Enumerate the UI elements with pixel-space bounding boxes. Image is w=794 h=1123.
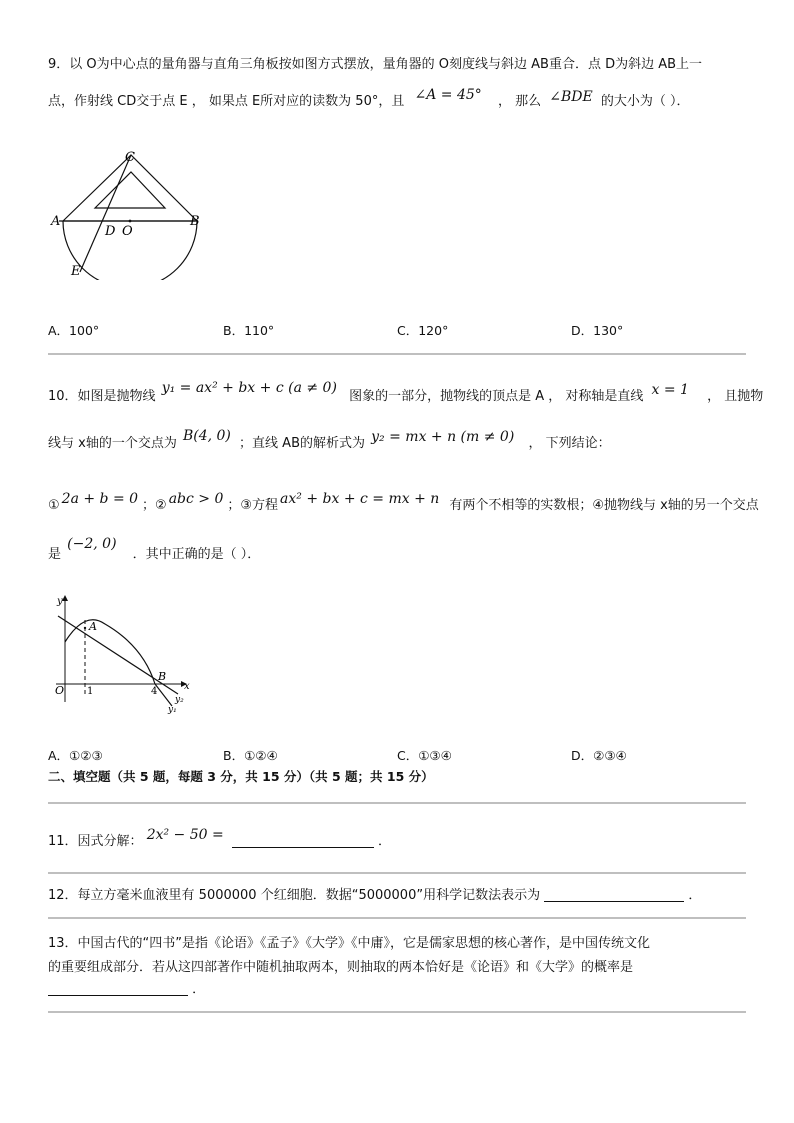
q10-axis-eq: x = 1 xyxy=(651,382,689,398)
q9-triangle-inner xyxy=(95,172,165,208)
q9-label-a: A xyxy=(51,214,61,229)
q10-line3 xyxy=(48,491,759,513)
q13-line3 xyxy=(48,978,205,997)
q9-center-dot xyxy=(129,220,132,223)
q10-formula-y2: y₂ = mx + n (m ≠ 0) xyxy=(371,429,515,445)
q10-option-b[interactable]: B．①②④ xyxy=(223,748,278,763)
q10-point-other: (−2, 0) xyxy=(67,536,117,552)
q13-line2: 的重要组成部分．若从这四部著作中随机抽取两本，则抽取的两本恰好是《论语》和《大学》的概率是 xyxy=(48,960,634,975)
divider-2 xyxy=(48,802,746,804)
q9-line2-text-b: ， 那么 xyxy=(497,94,542,109)
q10-line4-text-a: 是 xyxy=(48,547,62,562)
q10-label-y: y xyxy=(57,596,63,607)
divider-3 xyxy=(48,872,746,874)
q9-label-d: D xyxy=(105,224,116,239)
q12-text: 12．每立方毫米血液里有 5000000 个红细胞．数据“5000000”用科学记数法表示为 xyxy=(48,888,541,903)
q9-option-c[interactable]: C．120° xyxy=(397,323,449,338)
q11-expr: 2x² − 50 = xyxy=(146,827,224,843)
q12-line xyxy=(48,884,701,903)
q10-line3-text-c: ；③方程 xyxy=(227,498,279,513)
q10-label-y2: y₂ xyxy=(175,695,184,705)
q10-label-y1: y₁ xyxy=(168,705,177,715)
q10-label-four: 4 xyxy=(151,686,158,697)
q10-line3-text-d: 有两个不相等的实数根；④抛物线与 x轴的另一个交点 xyxy=(449,498,759,513)
q9-label-b: B xyxy=(190,214,200,229)
q10-line4-text-b: ．其中正确的是（ ）． xyxy=(132,547,261,562)
q10-vertex-dot xyxy=(84,627,86,629)
q10-line1-text-b: 图象的一部分，抛物线的顶点是 A ， 对称轴是直线 xyxy=(349,389,644,404)
q9-label-e: E xyxy=(71,264,81,279)
q10-graph xyxy=(48,590,198,715)
q10-option-a[interactable]: A．①②③ xyxy=(48,748,103,763)
q10-line3-text-b: ；② xyxy=(142,498,167,513)
q9-line2-text-a: 点，作射线 CD交于点 E ， 如果点 E所对应的读数为 50°，且 xyxy=(48,94,405,109)
q11-label: 11．因式分解： xyxy=(48,834,143,849)
q13-end: ． xyxy=(192,982,206,997)
q11-line xyxy=(48,827,392,849)
q11-end: ． xyxy=(378,834,392,849)
q10-label-a: A xyxy=(89,620,97,633)
q11-answer-blank[interactable] xyxy=(232,833,374,848)
q9-option-a[interactable]: A．100° xyxy=(48,323,100,338)
q9-option-b[interactable]: B．110° xyxy=(223,323,275,338)
q10-line2-text-c: ， 下列结论： xyxy=(528,436,611,451)
q10-label-o: O xyxy=(55,684,65,697)
q10-label-b: B xyxy=(158,670,167,683)
q10-formula-y1: y₁ = ax² + bx + c (a ≠ 0) xyxy=(161,380,337,396)
section2-heading: 二、填空题（共 5 题，每题 3 分，共 15 分）（共 5 题；共 15 分） xyxy=(48,769,434,784)
divider-5 xyxy=(48,1011,746,1013)
q9-ray-ce xyxy=(80,155,131,272)
q10-conclusion-2: abc > 0 xyxy=(168,491,224,507)
q13-answer-blank[interactable] xyxy=(48,981,188,996)
q10-line2-text-b: ；直线 AB的解析式为 xyxy=(239,436,365,451)
divider-4 xyxy=(48,917,746,919)
q10-point-b: B(4, 0) xyxy=(182,428,231,444)
q10-option-c[interactable]: C．①③④ xyxy=(397,748,452,763)
q13-line1: 13．中国古代的“四书”是指《论语》《孟子》《大学》《中庸》，它是儒家思想的核心著作，是中国传统文化 xyxy=(48,936,651,951)
q9-option-d[interactable]: D．130° xyxy=(571,323,624,338)
q10-option-d[interactable]: D．②③④ xyxy=(571,748,627,763)
q10-conclusion-3: ax² + bx + c = mx + n xyxy=(280,491,440,507)
q12-end: ． xyxy=(688,888,702,903)
q9-line1: 9．以 O为中心点的量角器与直角三角板按如图方式摆放，量角器的 O刻度线与斜边 AB重合．点 D为斜边 AB上一 xyxy=(48,57,703,72)
q9-line2-text-c: 的大小为（ ）． xyxy=(600,94,690,109)
q10-label-one: 1 xyxy=(87,686,94,697)
q9-line2 xyxy=(48,87,690,109)
q9-label-o: O xyxy=(122,224,133,239)
q10-line4 xyxy=(48,536,261,562)
q10-line1-text-c: ， 且抛物 xyxy=(707,389,764,404)
q10-line3-text-a: ① xyxy=(48,498,60,513)
q10-line1-text-a: 10．如图是抛物线 xyxy=(48,389,156,404)
divider-1 xyxy=(48,353,746,355)
q9-label-c: C xyxy=(125,150,135,165)
q9-figure xyxy=(45,145,255,280)
q12-answer-blank[interactable] xyxy=(544,887,684,902)
q10-line2 xyxy=(48,428,611,451)
q10-line2-text-a: 线与 x轴的一个交点为 xyxy=(48,436,177,451)
q10-line1 xyxy=(48,380,764,404)
q10-conclusion-1: 2a + b = 0 xyxy=(61,491,139,507)
q9-angle-a: ∠A = 45° xyxy=(414,87,482,103)
q10-label-x: x xyxy=(184,681,190,692)
q9-angle-bde: ∠BDE xyxy=(549,89,593,105)
